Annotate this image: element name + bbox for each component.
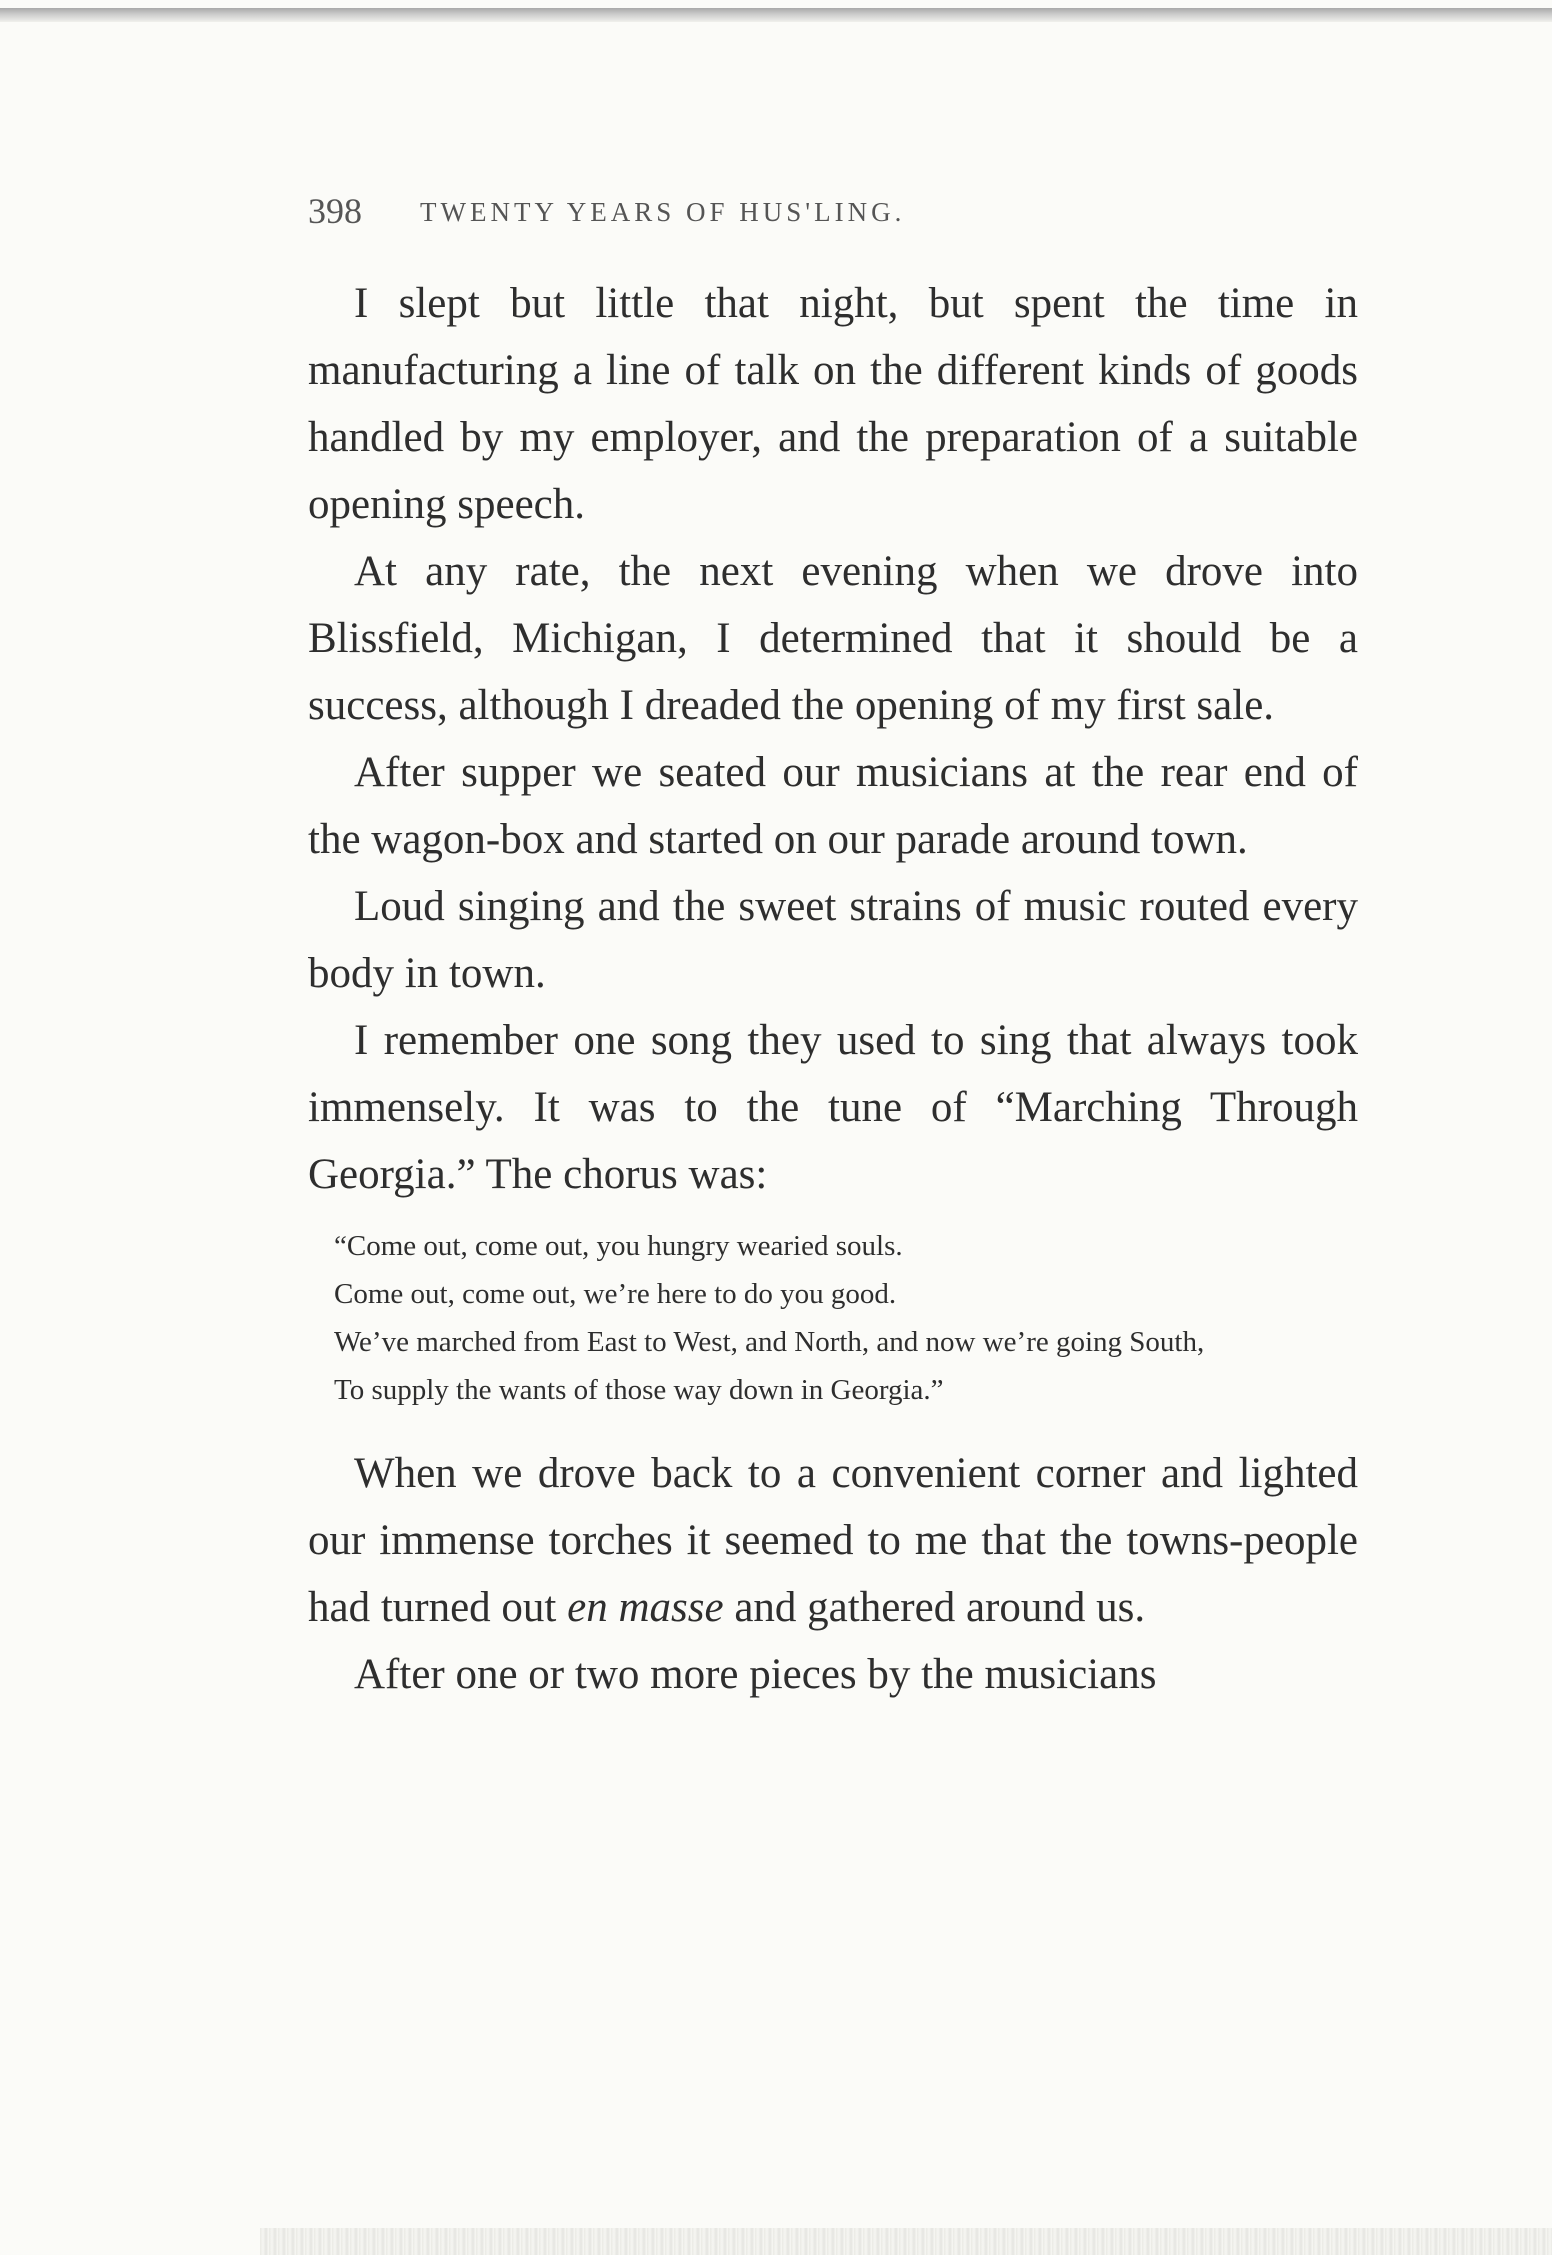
verse-line: “Come out, come out, you hungry wearied souls. xyxy=(334,1230,903,1262)
paragraph-5: I remember one song they used to sing that always took immensely. It was to the tune of “Marching Through Georgia.” The chorus was: xyxy=(308,1017,1358,1198)
verse-line: We’ve marched from East to West, and North, and now we’re going South, xyxy=(334,1326,1205,1358)
page-bottom-edge-noise xyxy=(260,2228,1552,2255)
verse-line: Come out, come out, we’re here to do you good. xyxy=(334,1278,897,1310)
page-number: 398 xyxy=(308,191,362,231)
paragraph-4: Loud singing and the sweet strains of music routed every body in town. xyxy=(308,883,1358,997)
paragraph-6 xyxy=(308,1440,1358,1641)
song-chorus xyxy=(334,1222,1358,1414)
paragraph-6-text-after: and gathered around us. xyxy=(723,1584,1146,1631)
paragraph-6-text-before: When we drove back to a convenient corner and lighted our immense torches it seemed to me that the towns-people had turned out xyxy=(308,1450,1358,1631)
page-top-edge-shadow xyxy=(0,8,1552,22)
body-text xyxy=(308,270,1358,1708)
page-header xyxy=(308,186,1368,236)
running-head: TWENTY YEARS OF HUS'LING. xyxy=(420,197,906,227)
italic-phrase: en masse xyxy=(567,1584,724,1631)
paragraph-2: At any rate, the next evening when we drove into Blissfield, Michigan, I determined that it should be a success, although I dreaded the opening of my first sale. xyxy=(308,548,1358,729)
paragraph-3: After supper we seated our musicians at the rear end of the wagon-box and started on our parade around town. xyxy=(308,749,1358,863)
paragraph-7: After one or two more pieces by the musicians xyxy=(354,1651,1157,1698)
paragraph-1: I slept but little that night, but spent the time in manufacturing a line of talk on the different kinds of goods handled by my employer, and the preparation of a suitable opening speech. xyxy=(308,280,1358,528)
verse-line: To supply the wants of those way down in Georgia.” xyxy=(334,1374,944,1406)
